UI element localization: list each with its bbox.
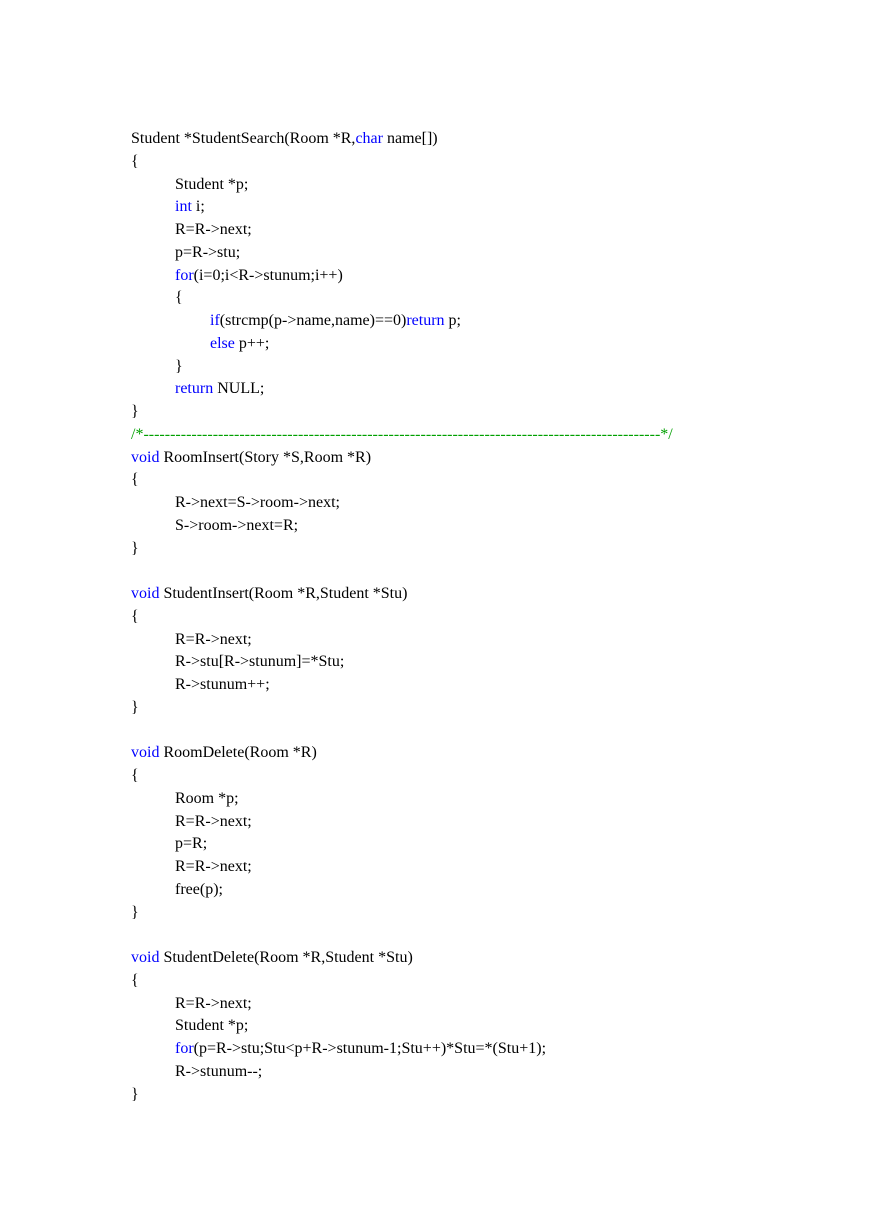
code-line [131, 492, 831, 515]
code-text: { [131, 152, 139, 170]
code-line [131, 128, 831, 151]
code-line [131, 287, 831, 310]
code-line [131, 902, 831, 925]
blank-line [131, 924, 831, 947]
code-text: p; [444, 312, 461, 329]
code-line [131, 401, 831, 424]
code-line [131, 333, 831, 356]
code-line [131, 742, 831, 765]
code-text: StudentInsert(Room *R,Student *Stu) [159, 585, 408, 602]
code-keyword: void [131, 744, 160, 762]
code-keyword: void [131, 585, 160, 602]
code-line [131, 310, 831, 333]
code-text: R=R->next; [175, 858, 252, 875]
code-text: free(p); [175, 880, 223, 898]
code-line [131, 674, 831, 697]
code-line [131, 629, 831, 652]
code-keyword: int [175, 198, 192, 216]
blank-line [131, 560, 831, 583]
code-text: RoomDelete(Room *R) [159, 744, 317, 762]
code-line [131, 469, 831, 492]
code-keyword: for [175, 1040, 194, 1057]
code-line [131, 151, 831, 174]
code-line [131, 538, 831, 561]
code-line [131, 765, 831, 788]
code-text: { [131, 971, 139, 989]
code-text: name[]) [382, 130, 438, 147]
code-line [131, 1061, 831, 1084]
code-text: NULL; [213, 380, 265, 398]
code-text: Student *StudentSearch(Room *R, [131, 130, 356, 147]
code-text: S->room->next=R; [175, 516, 299, 534]
code-line [131, 856, 831, 879]
code-text: } [131, 903, 139, 921]
code-keyword: return [175, 380, 214, 398]
code-text: p=R->stu; [175, 243, 241, 261]
code-line [131, 219, 831, 242]
code-text: (p=R->stu;Stu<p+R->stunum-1;Stu++)*Stu=*(Stu+1); [193, 1040, 547, 1057]
code-line [131, 993, 831, 1016]
code-line [131, 606, 831, 629]
code-text: RoomInsert(Story *S,Room *R) [159, 448, 372, 466]
code-text: (strcmp(p->name,name)==0) [219, 312, 407, 329]
code-text: (i=0;i<R->stunum;i++) [193, 266, 343, 284]
code-keyword: char [355, 130, 383, 147]
code-text: R->next=S->room->next; [175, 494, 340, 511]
code-text: Student *p; [175, 175, 249, 193]
code-line [131, 424, 831, 447]
code-line [131, 970, 831, 993]
code-line [131, 356, 831, 379]
code-text: Student *p; [175, 1017, 249, 1035]
code-line [131, 196, 831, 219]
blank-line [131, 720, 831, 743]
code-text: { [131, 607, 139, 625]
code-text: { [175, 289, 183, 307]
code-line [131, 788, 831, 811]
code-line [131, 583, 831, 606]
code-line [131, 697, 831, 720]
code-text: R=R->next; [175, 221, 252, 238]
code-text: } [131, 1085, 139, 1103]
code-text: } [175, 357, 183, 375]
code-comment: /*-------------------------------------------------------------------------------------------------*/ [131, 425, 673, 443]
code-text: { [131, 767, 139, 784]
code-text: } [131, 539, 139, 557]
code-keyword: for [175, 266, 194, 284]
code-keyword: void [131, 949, 160, 966]
code-text: { [131, 471, 139, 489]
code-text: R->stunum++; [175, 676, 270, 693]
code-line [131, 947, 831, 970]
code-text: StudentDelete(Room *R,Student *Stu) [159, 949, 413, 966]
code-line [131, 1015, 831, 1038]
code-keyword: void [131, 448, 160, 466]
code-text: i; [191, 198, 205, 216]
code-text: R=R->next; [175, 630, 252, 648]
code-listing [131, 128, 831, 1106]
code-line [131, 833, 831, 856]
code-line [131, 174, 831, 197]
code-text: R->stu[R->stunum]=*Stu; [175, 653, 345, 671]
code-text: } [131, 698, 139, 716]
code-line [131, 242, 831, 265]
code-text: } [131, 403, 139, 420]
code-line [131, 515, 831, 538]
code-text: Room *p; [175, 789, 239, 807]
code-line [131, 879, 831, 902]
code-line [131, 447, 831, 470]
code-keyword: if [210, 312, 220, 329]
code-line [131, 265, 831, 288]
code-line [131, 811, 831, 834]
code-text: p=R; [175, 835, 208, 853]
code-line [131, 651, 831, 674]
code-line [131, 1038, 831, 1061]
code-text: R=R->next; [175, 994, 252, 1012]
code-keyword: else [210, 334, 235, 352]
code-keyword: return [406, 312, 445, 329]
code-text: p++; [234, 334, 270, 352]
code-text: R=R->next; [175, 812, 252, 830]
code-text: R->stunum--; [175, 1062, 263, 1080]
code-line [131, 378, 831, 401]
code-line [131, 1084, 831, 1107]
